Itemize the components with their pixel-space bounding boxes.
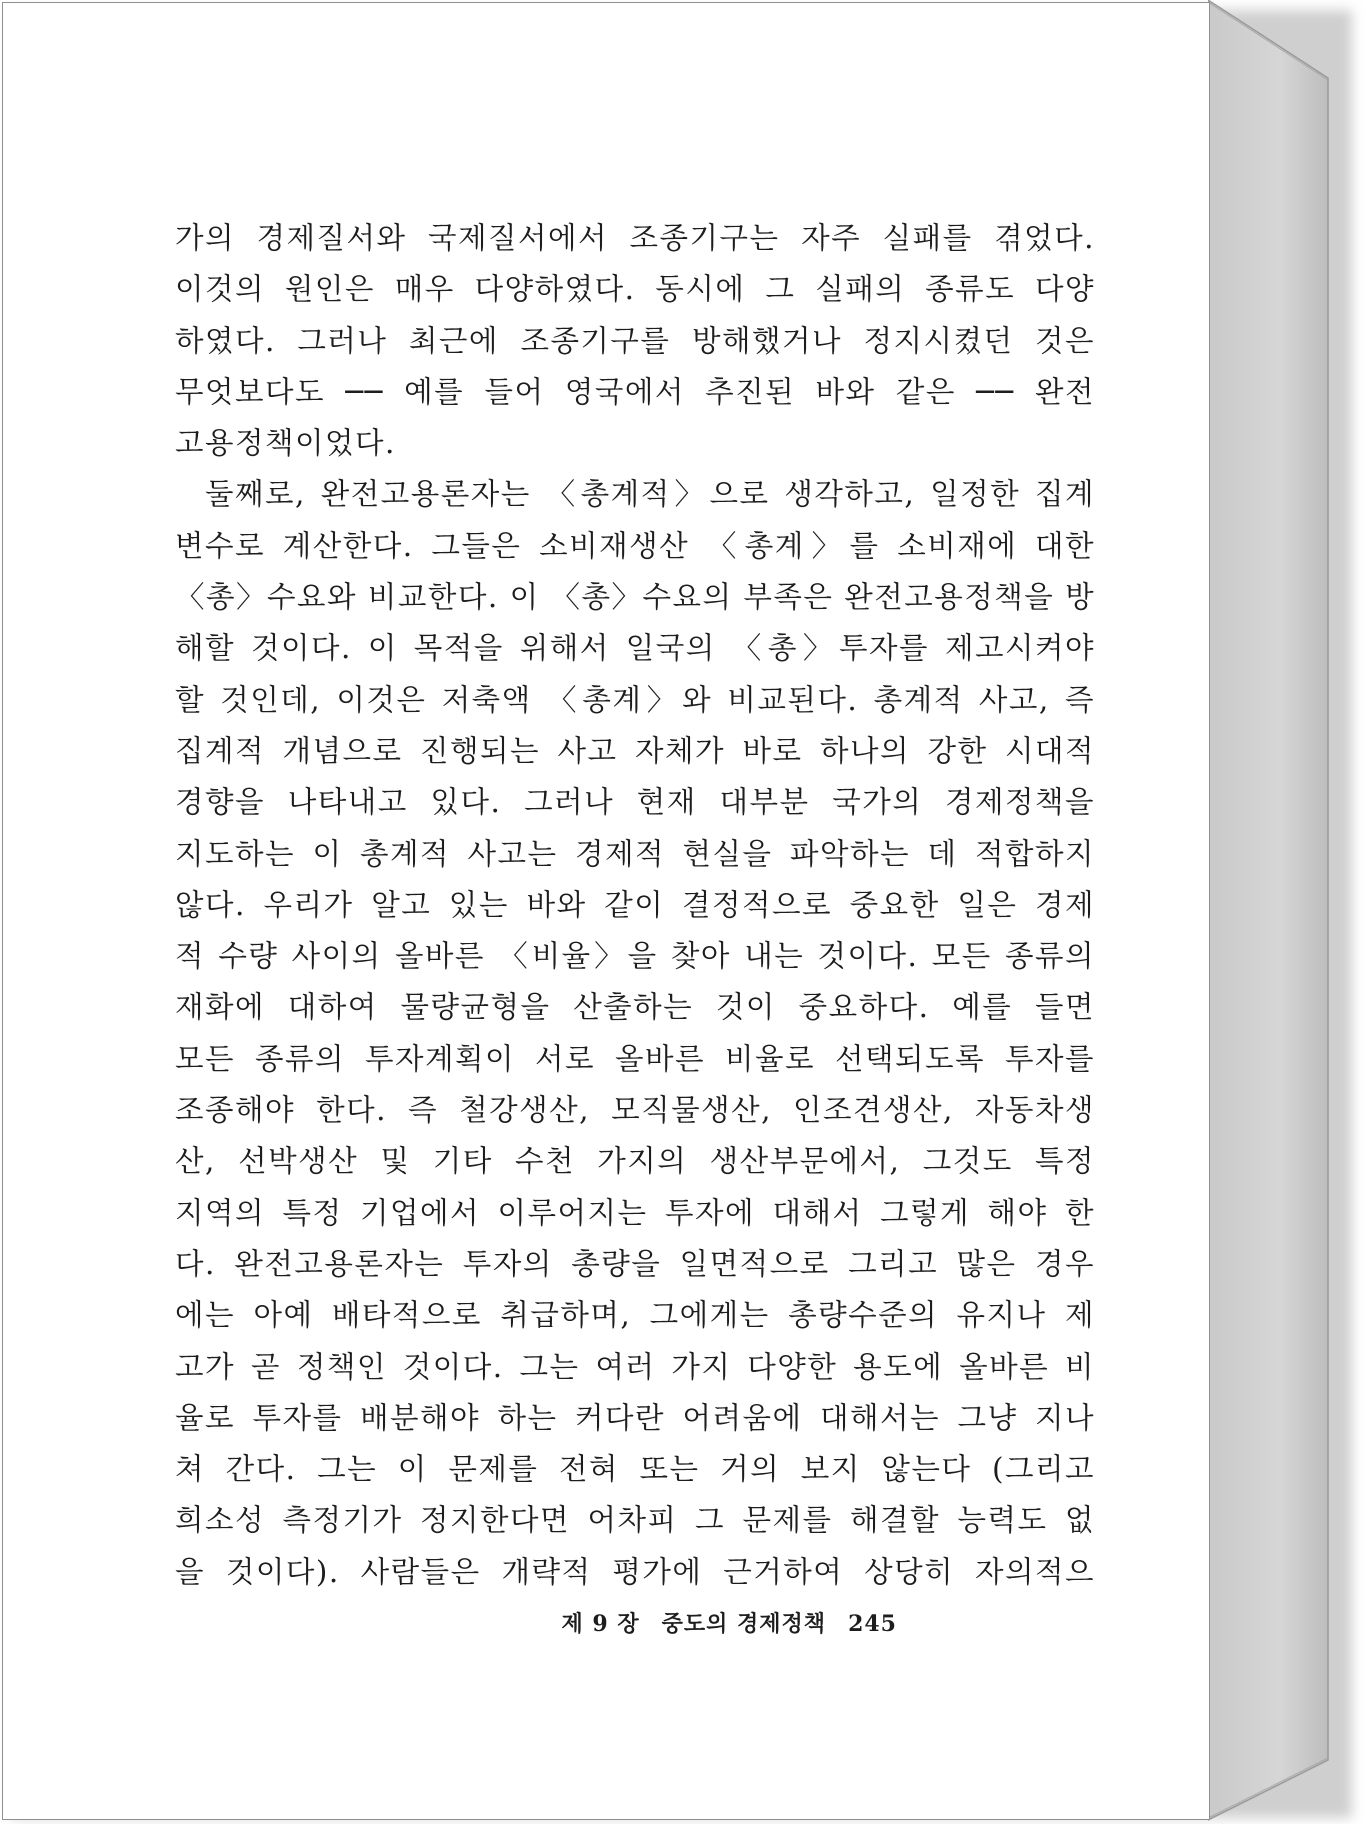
text-line: 고용정책이었다. — [175, 426, 396, 461]
text-line: 할 것인데, 이것은 저축액 〈총계〉와 비교된다. 총계적 사고, 즉 — [175, 682, 1095, 717]
running-footer — [561, 1607, 897, 1638]
text-line: 조종해야 한다. 즉 철강생산, 모직물생산, 인조견생산, 자동차생 — [175, 1093, 1095, 1128]
text-line: 이것의 원인은 매우 다양하였다. 동시에 그 실패의 종류도 다양 — [175, 272, 1095, 307]
paragraph-start-line: 둘째로, 완전고용론자는 〈총계적〉으로 생각하고, 일정한 집계 — [205, 477, 1095, 512]
text-line: 을 것이다). 사람들은 개략적 평가에 근거하여 상당히 자의적으 — [175, 1554, 1095, 1589]
text-line: 다. 완전고용론자는 투자의 총량을 일면적으로 그리고 많은 경우 — [175, 1246, 1095, 1281]
text-line: 지도하는 이 총계적 사고는 경제적 현실을 파악하는 데 적합하지 — [175, 836, 1095, 871]
text-line: 해할 것이다. 이 목적을 위해서 일국의 〈총〉투자를 제고시켜야 — [175, 631, 1095, 666]
book-page — [2, 2, 1210, 1820]
page-body-text — [175, 213, 1095, 1598]
text-line: 〈총〉수요와 비교한다. 이 〈총〉수요의 부족은 완전고용정책을 방 — [175, 580, 1096, 615]
text-line: 경향을 나타내고 있다. 그러나 현재 대부분 국가의 경제정책을 — [175, 785, 1095, 820]
text-line: 에는 아예 배타적으로 취급하며, 그에게는 총량수준의 유지나 제 — [175, 1298, 1095, 1333]
text-line: 재화에 대하여 물량균형을 산출하는 것이 중요하다. 예를 들면 — [175, 990, 1095, 1025]
text-line: 모든 종류의 투자계획이 서로 올바른 비율로 선택되도록 투자를 — [175, 1041, 1095, 1076]
chapter-label: 제 9 장 — [561, 1611, 640, 1637]
text-line: 고가 곧 정책인 것이다. 그는 여러 가지 다양한 용도에 올바른 비 — [175, 1349, 1095, 1384]
text-line: 희소성 측정기가 정지한다면 어차피 그 문제를 해결할 능력도 없 — [175, 1503, 1095, 1538]
text-line: 율로 투자를 배분해야 하는 커다란 어려움에 대해서는 그냥 지나 — [175, 1400, 1095, 1435]
text-line: 가의 경제질서와 국제질서에서 조종기구는 자주 실패를 겪었다. — [175, 221, 1095, 255]
text-line: 변수로 계산한다. 그들은 소비재생산 〈총계〉를 소비재에 대한 — [175, 528, 1095, 563]
book-spine-edge — [1208, 0, 1368, 1824]
text-line: 하였다. 그러나 최근에 조종기구를 방해했거나 정지시켰던 것은 — [175, 323, 1095, 358]
text-line: 적 수량 사이의 올바른 〈비율〉을 찾아 내는 것이다. 모든 종류의 — [175, 939, 1095, 974]
text-line: 쳐 간다. 그는 이 문제를 전혀 또는 거의 보지 않는다 (그리고 — [175, 1452, 1095, 1487]
text-line: 않다. 우리가 알고 있는 바와 같이 결정적으로 중요한 일은 경제 — [175, 887, 1095, 922]
text-line: 산, 선박생산 및 기타 수천 가지의 생산부문에서, 그것도 특정 — [175, 1144, 1095, 1179]
text-line: 지역의 특정 기업에서 이루어지는 투자에 대해서 그렇게 해야 한 — [175, 1195, 1095, 1230]
text-line: 무엇보다도 ── 예를 들어 영국에서 추진된 바와 같은 ── 완전 — [175, 374, 1095, 409]
text-line: 집계적 개념으로 진행되는 사고 자체가 바로 하나의 강한 시대적 — [175, 733, 1095, 768]
page-number: 245 — [848, 1611, 897, 1637]
chapter-title: 중도의 경제정책 — [661, 1611, 827, 1637]
